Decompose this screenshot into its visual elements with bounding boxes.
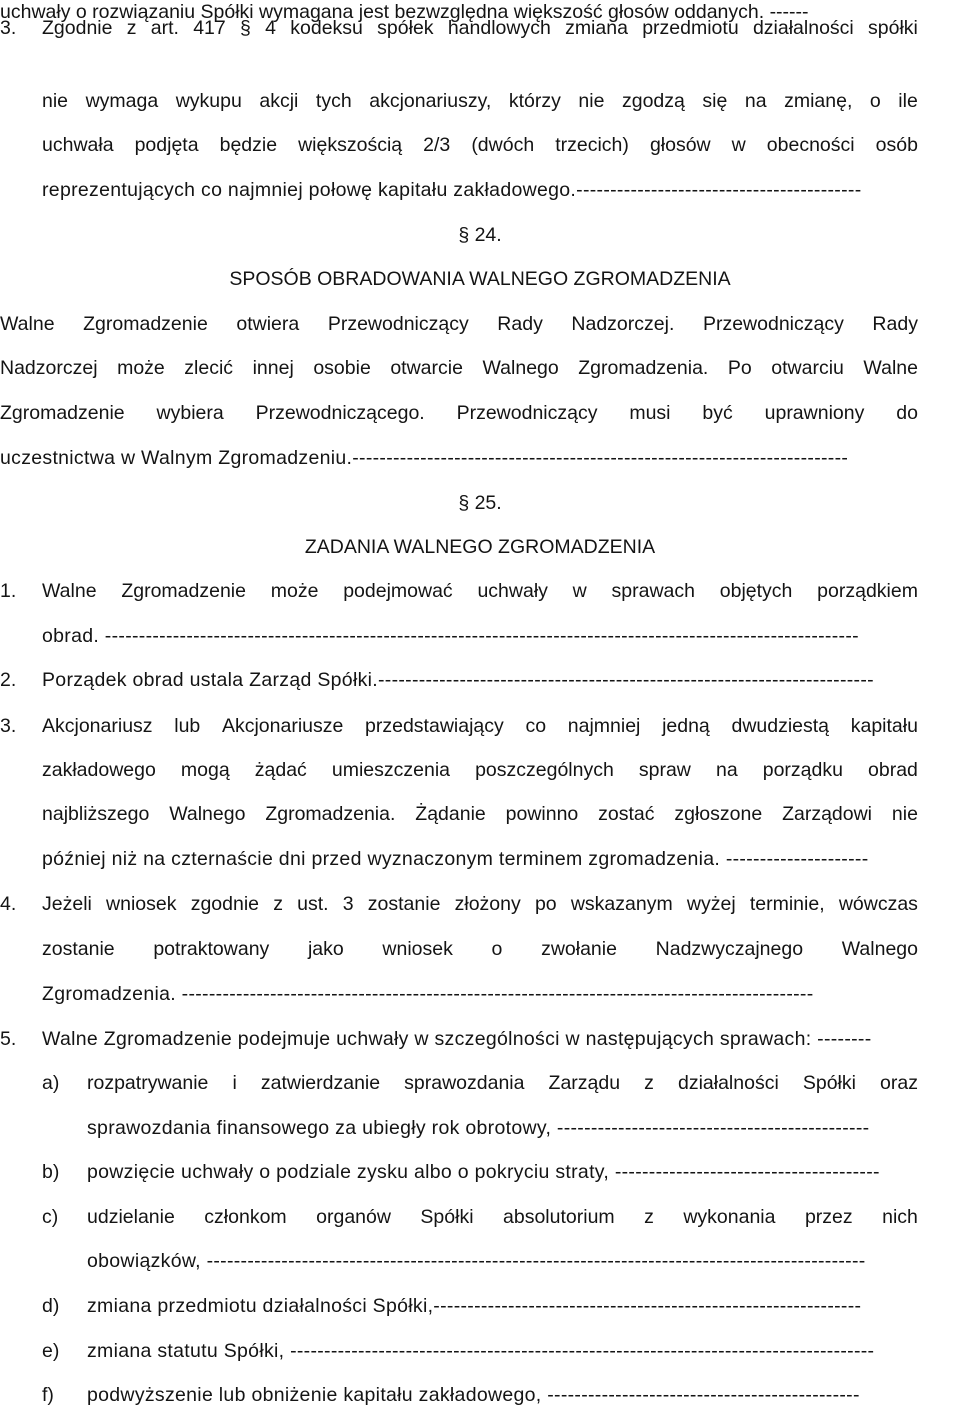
paragraph-text: Zgromadzenie wybiera Przewodniczącego. Przewodniczący musi być uprawniony do [0, 402, 918, 424]
list-item-letter: d) [42, 1295, 60, 1317]
paragraph-text: Akcjonariusz lub Akcjonariusze przedstawiający co najmniej jedną dwudziestą kapitału [42, 715, 918, 737]
paragraph-text: zakładowego mogą żądać umieszczenia poszczególnych spraw na porządku obrad [42, 759, 918, 781]
section-title: ZADANIA WALNEGO ZGROMADZENIA [304, 536, 656, 558]
text-line [0, 711, 960, 741]
text-line [0, 979, 960, 1009]
paragraph-number: 3. [0, 715, 17, 737]
list-item-letter: c) [42, 1206, 59, 1228]
list-item [0, 1380, 960, 1410]
text-line [0, 86, 960, 116]
section-number: § 25. [458, 492, 502, 514]
text-line [0, 1113, 960, 1143]
text-line [0, 889, 960, 919]
list-item [0, 1336, 960, 1366]
section-title-line [0, 532, 960, 562]
list-item-text: podwyższenie lub obniżenie kapitału zakładowego, ---------------------------------------------- [87, 1384, 860, 1406]
text-line [0, 755, 960, 785]
section-title: SPOSÓB OBRADOWANIA WALNEGO ZGROMADZENIA [229, 268, 731, 290]
list-item-text: rozpatrywanie i zatwierdzanie sprawozdania Zarządu z działalności Spółki oraz [87, 1072, 918, 1094]
paragraph-number: 3. [0, 17, 17, 39]
paragraph-text: Zgodnie z art. 417 § 4 kodeksu spółek handlowych zmiana przedmiotu działalności spółki [42, 17, 918, 39]
section-title-line [0, 264, 960, 294]
text-line [0, 799, 960, 829]
section-number-line [0, 488, 960, 518]
paragraph-text: Zgromadzenia. --------------------------------------------------------------------------------------------- [42, 983, 814, 1005]
paragraph-text: uchwała podjęta będzie większością 2/3 (dwóch trzecich) głosów w obecności osób [42, 134, 918, 156]
paragraph-number: 4. [0, 893, 17, 915]
list-item-letter: a) [42, 1072, 60, 1094]
text-line [0, 130, 960, 160]
paragraph-text: uchwały o rozwiązaniu Spółki wymagana jest bezwzględna większość głosów oddanych. ------ [0, 1, 809, 23]
paragraph-text: Walne Zgromadzenie otwiera Przewodniczący Rady Nadzorczej. Przewodniczący Rady [0, 313, 918, 335]
list-item-text: obowiązków, ------------------------------------------------------------------------------------------------- [87, 1250, 866, 1272]
paragraph-text: reprezentujących co najmniej połowę kapitału zakładowego.------------------------------------------ [42, 179, 862, 201]
text-line [0, 175, 960, 205]
paragraph-text: Nadzorczej może zlecić innej osobie otwarcie Walnego Zgromadzenia. Po otwarciu Walne [0, 357, 918, 379]
list-item-text: udzielanie członkom organów Spółki absolutorium z wykonania przez nich [87, 1206, 918, 1228]
list-item-letter: b) [42, 1161, 60, 1183]
text-line [0, 13, 960, 43]
text-line [0, 443, 960, 473]
text-line [0, 309, 960, 339]
list-item-text: sprawozdania finansowego za ubiegły rok obrotowy, ---------------------------------------------- [87, 1117, 870, 1139]
paragraph-text: zostanie potraktowany jako wniosek o zwołanie Nadzwyczajnego Walnego [42, 938, 918, 960]
list-item-letter: e) [42, 1340, 60, 1362]
list-item-text: zmiana statutu Spółki, -------------------------------------------------------------------------------------- [87, 1340, 875, 1362]
paragraph-text: Porządek obrad ustala Zarząd Spółki.------------------------------------------------------------------------- [42, 669, 874, 691]
paragraph-text: później niż na czternaście dni przed wyznaczonym terminem zgromadzenia. --------------------- [42, 848, 869, 870]
list-item [0, 1291, 960, 1321]
list-item [0, 1068, 960, 1098]
text-line [0, 398, 960, 428]
paragraph-text: nie wymaga wykupu akcji tych akcjonariuszy, którzy nie zgodzą się na zmianę, o ile [42, 90, 918, 112]
paragraph-text: Jeżeli wniosek zgodnie z ust. 3 zostanie złożony po wskazanym wyżej terminie, wówczas [42, 893, 918, 915]
paragraph-text: obrad. --------------------------------------------------------------------------------------------------------------- [42, 625, 859, 647]
paragraph-text: Walne Zgromadzenie podejmuje uchwały w szczególności w następujących sprawach: -------- [42, 1028, 872, 1050]
list-item [0, 1202, 960, 1232]
text-line [0, 844, 960, 874]
text-line [0, 621, 960, 651]
paragraph-text: uczestnictwa w Walnym Zgromadzeniu.------------------------------------------------------------------------- [0, 447, 849, 469]
list-item-text: powzięcie uchwały o podziale zysku albo o pokryciu straty, --------------------------------------- [87, 1161, 880, 1183]
paragraph-number: 5. [0, 1028, 17, 1050]
text-line [0, 1024, 960, 1054]
section-number-line [0, 220, 960, 250]
paragraph-number: 1. [0, 580, 17, 602]
text-line [0, 1246, 960, 1276]
text-line [0, 576, 960, 606]
paragraph-number: 2. [0, 669, 17, 691]
text-line [0, 934, 960, 964]
section-number: § 24. [458, 224, 502, 246]
text-line [0, 353, 960, 383]
list-item-text: zmiana przedmiotu działalności Spółki,--------------------------------------------------------------- [87, 1295, 862, 1317]
list-item [0, 1157, 960, 1187]
paragraph-text: najbliższego Walnego Zgromadzenia. Żądanie powinno zostać zgłoszone Zarządowi nie [42, 803, 918, 825]
paragraph-text: Walne Zgromadzenie może podejmować uchwały w sprawach objętych porządkiem [42, 580, 918, 602]
text-line [0, 665, 960, 695]
list-item-letter: f) [42, 1384, 54, 1406]
